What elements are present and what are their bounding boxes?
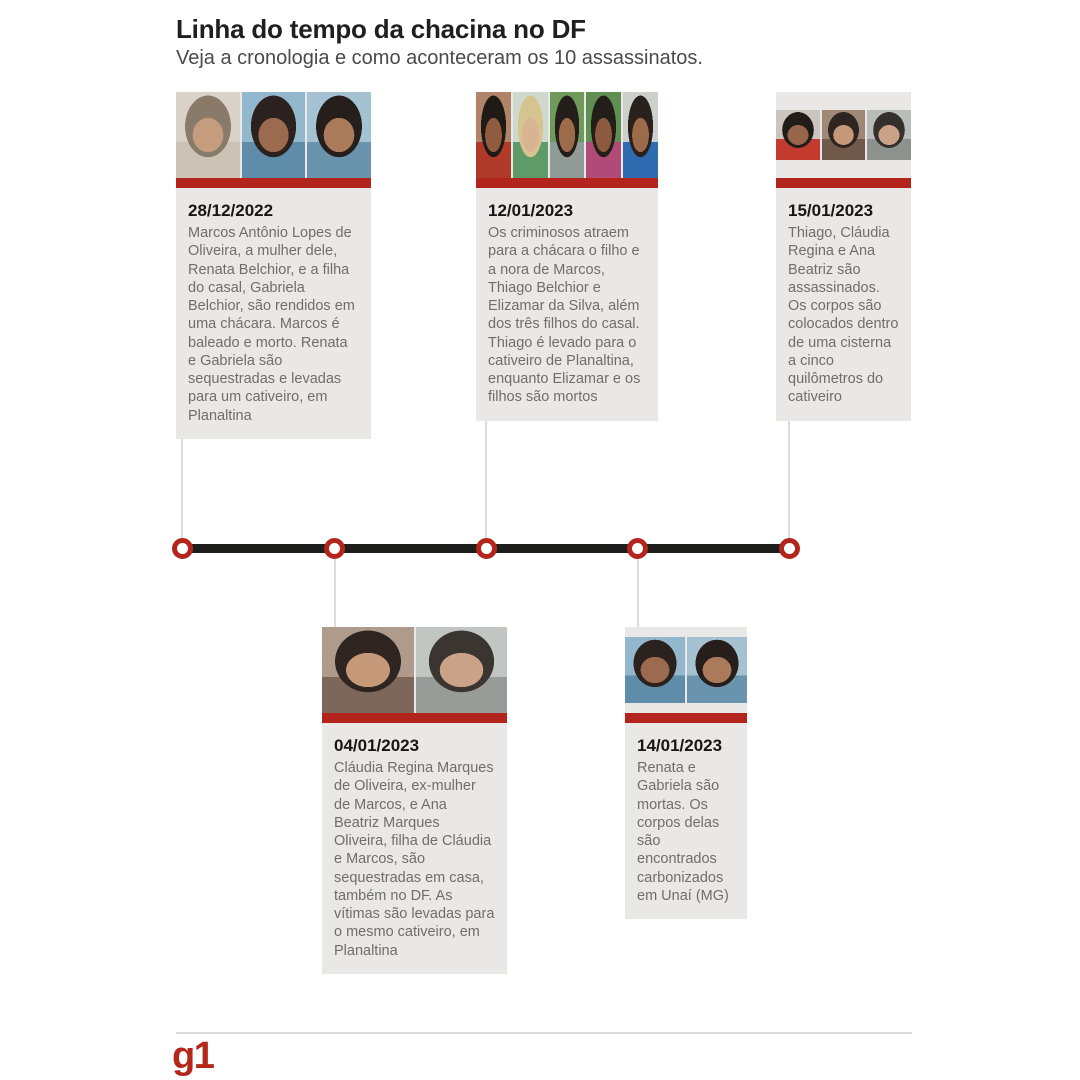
card-body: [776, 188, 911, 421]
event-description: Renata e Gabriela são mortas. Os corpos delas são encontrados carbonizados em Unaí (MG): [637, 760, 729, 904]
victim-photo-strip: [476, 92, 658, 178]
victim-photo-strip: [176, 92, 371, 178]
timeline-node-1: [172, 538, 193, 559]
event-date: 15/01/2023: [788, 201, 874, 220]
event-description: Cláudia Regina Marques de Oliveira, ex-mulher de Marcos, e Ana Beatriz Marques Oliveira, filha de Cláudia e Marcos, são sequestradas em casa, também no DF. As vítimas são levadas para o mesmo cativeiro, em Planaltina: [334, 760, 495, 959]
victim-photo-strip: [322, 627, 507, 713]
victim-photo: [307, 92, 371, 178]
card-body: [322, 723, 507, 974]
victim-photo: [822, 110, 866, 160]
timeline-node-2: [324, 538, 345, 559]
event-date: 14/01/2023: [637, 736, 723, 755]
timeline-card-14-01-2023: [625, 627, 747, 919]
victim-photo-strip: [625, 627, 747, 713]
timeline-card-28-12-2022: [176, 92, 371, 439]
connector-line: [334, 553, 336, 627]
event-description: Thiago, Cláudia Regina e Ana Beatriz são assassinados. Os corpos são colocados dentro de uma cisterna a cinco quilômetros do cativeiro: [788, 225, 899, 406]
victim-photo: [242, 92, 306, 178]
event-description: Marcos Antônio Lopes de Oliveira, a mulher dele, Renata Belchior, e a filha do casal, Gabriela Belchior, são rendidos em uma chácara. Marcos é baleado e morto. Renata e Gabriela são sequestradas e levadas para um cativeiro, em Planaltina: [188, 225, 355, 424]
timeline-node-5: [779, 538, 800, 559]
connector-line: [788, 411, 790, 545]
victim-photo: [586, 92, 621, 178]
victim-photos: [625, 637, 747, 703]
victim-photo: [550, 92, 585, 178]
victim-photo: [687, 637, 747, 703]
victim-photos: [322, 627, 507, 713]
event-date: 04/01/2023: [334, 736, 420, 755]
victim-photo: [776, 110, 820, 160]
page-subtitle: Veja a cronologia e como aconteceram os 10 assassinatos.: [176, 47, 703, 69]
card-accent-bar: [476, 178, 658, 188]
card-accent-bar: [776, 178, 911, 188]
victim-photos: [176, 92, 371, 178]
timeline-node-4: [627, 538, 648, 559]
footer-divider: [176, 1032, 912, 1034]
victim-photo: [867, 110, 911, 160]
victim-photo-strip: [776, 92, 911, 178]
card-body: [476, 188, 658, 421]
victim-photos: [776, 110, 911, 160]
g1-logo: g1: [172, 1035, 214, 1077]
card-accent-bar: [322, 713, 507, 723]
timeline-card-15-01-2023: [776, 92, 911, 421]
victim-photo: [623, 92, 658, 178]
card-accent-bar: [625, 713, 747, 723]
timeline-card-12-01-2023: [476, 92, 658, 421]
victim-photos: [476, 92, 658, 178]
connector-line: [637, 553, 639, 627]
page-title: Linha do tempo da chacina no DF: [176, 14, 586, 44]
card-body: [176, 188, 371, 439]
event-description: Os criminosos atraem para a chácara o filho e a nora de Marcos, Thiago Belchior e Elizamar da Silva, além dos três filhos do casal. Thiago é levado para o cativeiro de Planaltina, enquanto Elizamar e os filhos são mortos: [488, 225, 641, 406]
event-date: 28/12/2022: [188, 201, 274, 220]
card-body: [625, 723, 747, 919]
connector-line: [485, 411, 487, 545]
victim-photo: [416, 627, 508, 713]
victim-photo: [476, 92, 511, 178]
card-accent-bar: [176, 178, 371, 188]
event-date: 12/01/2023: [488, 201, 574, 220]
victim-photo: [513, 92, 548, 178]
victim-photo: [322, 627, 414, 713]
victim-photo: [176, 92, 240, 178]
timeline-card-04-01-2023: [322, 627, 507, 974]
timeline-node-3: [476, 538, 497, 559]
victim-photo: [625, 637, 685, 703]
